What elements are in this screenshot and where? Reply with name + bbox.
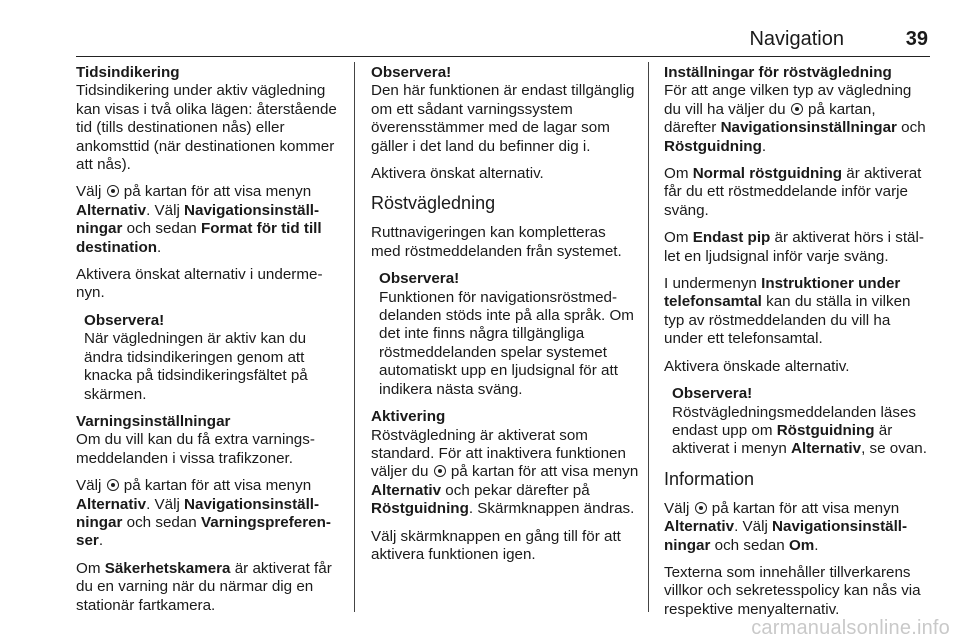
note-box (371, 270, 639, 399)
note-body: Röstvägledningsmeddelanden läses endast upp om Röstguidning är aktiverat i menyn Alternativ, se ovan. (672, 403, 927, 458)
paragraph: Välj på kartan för att visa menyn Alternativ. Välj Navigationsinställningar och sedan Om. (664, 499, 908, 554)
paragraph: Aktivera önskade alternativ. (664, 357, 850, 375)
column-3 (664, 64, 932, 628)
note-title: Observera! (379, 270, 460, 288)
paragraph: Röstvägledning är aktiverat som standard. För att inaktivera funktionen väljer du på kartan för att visa menyn Alternativ och pekar därefter på Röstguidning. Skärmknappen ändras. (371, 426, 639, 518)
subheading-aktivering: Aktivering (371, 408, 446, 426)
paragraph: Välj på kartan för att visa menyn Alternativ. Välj Navigationsinställningar och sedan Varningspreferenser. (76, 477, 331, 550)
circle-dot-icon (434, 465, 446, 477)
section-heading-information: Information (664, 468, 755, 489)
page-number: 39 (905, 28, 928, 50)
column-divider (354, 62, 355, 612)
column-1 (76, 64, 344, 624)
paragraph: Aktivera önskat alternativ i undermenyn. (76, 266, 323, 302)
column-divider (648, 62, 649, 612)
subheading-varningsinstallningar: Varningsinställningar (76, 412, 231, 430)
paragraph: Aktivera önskat alternativ. (371, 165, 544, 183)
paragraph: Välj skärmknappen en gång till för att aktivera funktionen igen. (371, 527, 621, 563)
paragraph: Om Normal röstguidning är aktiverat får du ett röstmeddelande inför varje sväng. (664, 165, 922, 219)
note-body: Funktionen för navigationsröstmeddelanden stöds inte på alla språk. Om det inte finns några tillgängliga röstmeddelanden spelar systemet automatiskt upp en ljudsignal för att indikera nästa sväng. (379, 288, 634, 398)
note-box (664, 385, 932, 459)
paragraph: Om Endast pip är aktiverat hörs i stället en ljudsignal inför varje sväng. (664, 229, 924, 265)
note-title: Observera! (84, 311, 165, 329)
circle-dot-icon (107, 185, 119, 197)
subheading-tidsindikering: Tidsindikering (76, 64, 180, 81)
paragraph: Välj på kartan för att visa menyn Alternativ. Välj Navigationsinställningar och sedan Format för tid till destination. (76, 183, 322, 256)
circle-dot-icon (695, 502, 707, 514)
circle-dot-icon (107, 479, 119, 491)
paragraph: Ruttnavigeringen kan kompletteras med röstmeddelanden från systemet. (371, 224, 622, 260)
paragraph: För att ange vilken typ av vägledning du vill ha väljer du på kartan, därefter Navigationsinställningar och Röstguidning. (664, 82, 926, 155)
note-body: Den här funktionen är endast tillgänglig om ett sådant varningssystem överensstämmer med de lagar som gäller i det land du befinner dig i. (371, 82, 635, 155)
page-title: Navigation (749, 28, 844, 50)
paragraph: Tidsindikering under aktiv vägledning kan visas i två olika lägen: återstående tid (tills destinationen nås) eller ankomsttid (när destinationen kommer att nås). (76, 82, 337, 174)
column-2 (371, 64, 639, 573)
paragraph: Om Säkerhetskamera är aktiverat får du en varning när du närmar dig en stationär fartkamera. (76, 559, 332, 614)
note-body: När vägledningen är aktiv kan du ändra tidsindikeringen genom att knacka på tidsindikeringsfältet på skärmen. (84, 330, 308, 403)
watermark: carmanualsonline.info (751, 617, 950, 639)
section-heading-rostvagledning: Röstvägledning (371, 193, 496, 214)
circle-dot-icon (791, 103, 803, 115)
note-box (76, 312, 344, 404)
subheading-installningar-rostvagledning: Inställningar för röstvägledning (664, 64, 892, 81)
paragraph: Texterna som innehåller tillverkarens villkor och sekretesspolicy kan nås via respektive menyalternativ. (664, 563, 921, 618)
paragraph: Om du vill kan du få extra varningsmeddelanden i vissa trafikzoner. (76, 431, 315, 467)
note-title: Observera! (672, 385, 753, 403)
note-title: Observera! (371, 64, 452, 81)
paragraph: I undermenyn Instruktioner under telefonsamtal kan du ställa in vilken typ av röstmeddelanden du vill ha under ett telefonsamtal. (664, 275, 911, 348)
note-box (371, 64, 639, 156)
page-header (76, 22, 930, 57)
